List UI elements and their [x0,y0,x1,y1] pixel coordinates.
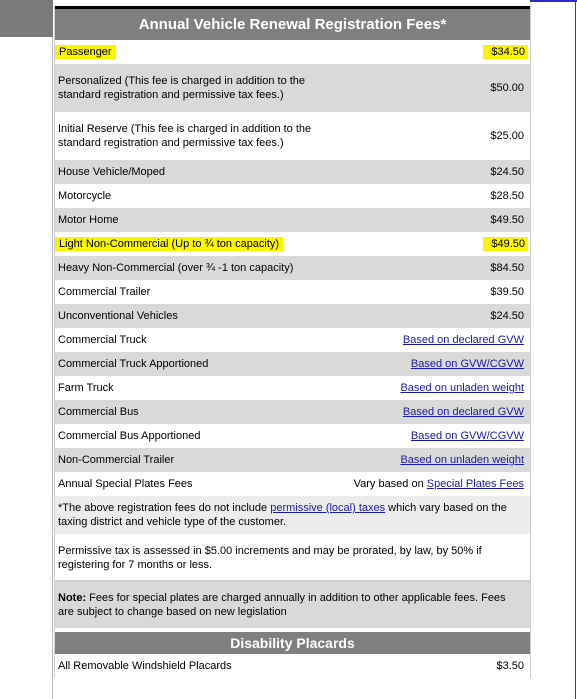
selection-edge [530,0,577,2]
row-label: Commercial Bus [58,406,139,418]
row-label: Motor Home [58,214,119,226]
note-text [58,501,524,529]
gvw-link[interactable]: Based on declared GVW [402,334,524,346]
special-plates-fees-link[interactable]: Special Plates Fees [426,478,524,490]
row-value: $34.50 [483,45,528,59]
gvw-link[interactable]: Based on declared GVW [402,406,524,418]
table-row [55,448,530,472]
unladen-weight-link[interactable]: Based on unladen weight [400,454,524,466]
table-row [55,376,530,400]
note-prefix: *The above registration fees do not include [58,502,271,514]
table-row [55,472,530,496]
table-row [55,256,530,280]
table-row-placards [55,654,530,678]
table-title: Annual Vehicle Renewal Registration Fees* [55,6,530,40]
row-label: Initial Reserve (This fee is charged in addition to the standard registration and permissive tax fees.) [58,123,312,149]
row-label: House Vehicle/Moped [58,166,166,178]
unladen-weight-link[interactable]: Based on unladen weight [400,382,524,394]
table-row [55,184,530,208]
permissive-taxes-link[interactable]: permissive (local) taxes [270,502,386,514]
table-row [55,304,530,328]
row-label: All Removable Windshield Placards [58,660,232,672]
row-label: Commercial Bus Apportioned [58,430,201,442]
table-row [55,424,530,448]
gvw-cgvw-link[interactable]: Based on GVW/CGVW [410,358,524,370]
table-row [55,400,530,424]
row-label: Commercial Trailer [58,286,151,298]
row-value: $50.00 [490,82,524,94]
right-border-line [575,0,576,699]
table-row-passenger [55,40,530,64]
special-plates-note [55,582,530,628]
row-label: Passenger [55,45,116,59]
row-label: Unconventional Vehicles [58,310,178,322]
row-value: $49.50 [490,214,524,226]
row-label: Annual Special Plates Fees [58,478,193,490]
note-bold-label: Note: [58,592,87,604]
row-label: Commercial Truck Apportioned [58,358,209,370]
table-row-initial-reserve [55,112,530,160]
row-value: $84.50 [490,262,524,274]
taxes-note [55,496,530,534]
left-header-strip [0,0,53,37]
row-label: Personalized (This fee is charged in addition to the standard registration and permissive tax fees.) [58,75,306,101]
row-value-prefix: Vary based on [353,478,427,490]
row-value: $24.50 [490,310,524,322]
row-value: $49.50 [483,237,528,251]
row-value: $28.50 [490,190,524,202]
table-row [55,328,530,352]
fees-table [54,6,531,678]
gvw-cgvw-link[interactable]: Based on GVW/CGVW [410,430,524,442]
left-border-line [52,37,53,699]
row-value: $39.50 [490,286,524,298]
table-row [55,160,530,184]
table-row-light-non-commercial [55,232,530,256]
row-label: Light Non-Commercial (Up to ¾ ton capacity) [55,237,283,251]
row-label: Motorcycle [58,190,112,202]
table-row-personalized [55,64,530,112]
row-label: Non-Commercial Trailer [58,454,175,466]
note-text: Fees for special plates are charged annually in addition to other applicable fees. Fees are subject to change based on new legislation [58,592,506,618]
disability-placards-title: Disability Placards [55,632,530,654]
row-label: Commercial Truck [58,334,147,346]
table-row [55,280,530,304]
row-label: Heavy Non-Commercial (over ¾ -1 ton capacity) [58,262,294,274]
permissive-tax-note: Permissive tax is assessed in $5.00 increments and may be prorated, by law, by 50% if registering for 7 months or less. [55,536,530,580]
row-value: $25.00 [490,130,524,142]
table-row [55,208,530,232]
note-suffix: which vary based on the taxing district and vehicle type of the customer. [58,502,507,528]
row-value: $24.50 [490,166,524,178]
row-value: $3.50 [496,660,524,672]
table-row [55,352,530,376]
row-label: Farm Truck [58,382,114,394]
row-value [354,478,524,490]
